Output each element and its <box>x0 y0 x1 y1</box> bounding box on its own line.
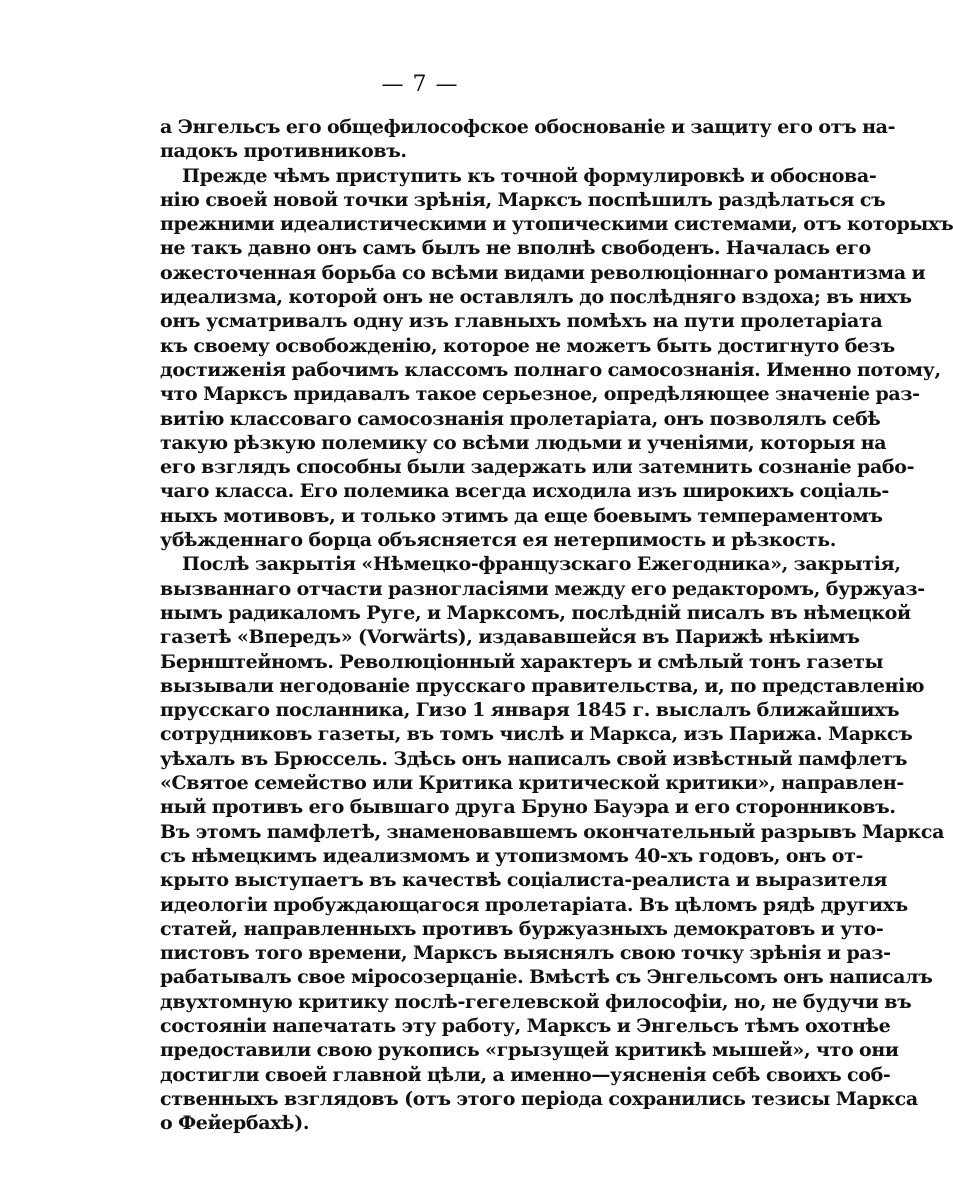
text-line: уѣхалъ въ Брюссель. Здѣсь онъ написалъ свой извѣстный памфлетъ <box>160 747 908 770</box>
text-line: нымъ радикаломъ Руге, и Марксомъ, послѣдній писалъ въ нѣмецкой <box>160 601 911 624</box>
text-line: состояніи напечатать эту работу, Марксъ и Энгельсъ тѣмъ охотнѣе <box>160 1014 891 1037</box>
text-line: Въ этомъ памфлетѣ, знаменовавшемъ окончательный разрывъ Маркса <box>160 820 945 843</box>
text-line: вызваннаго отчасти разногласіями между его редакторомъ, буржуаз- <box>160 577 925 600</box>
text-line: газетѣ «Впередъ» (Vorwärts), издававшейся въ Парижѣ нѣкіимъ <box>160 626 860 649</box>
text-line: предоставили свою рукопись «грызущей критикѣ мышей», что они <box>160 1039 899 1062</box>
text-line: ожесточенная борьба со всѣми видами революціоннаго романтизма и <box>160 261 926 284</box>
paragraph-2 <box>160 164 953 553</box>
text-line: Бернштейномъ. Революціонный характеръ и смѣлый тонъ газеты <box>160 650 884 673</box>
text-line: ныхъ мотивовъ, и только этимъ да еще боевымъ темпераментомъ <box>160 504 883 527</box>
text-line: достиженія рабочимъ классомъ полнаго самосознанія. Именно потому, <box>160 358 941 381</box>
text-line: прежними идеалистическими и утопическими системами, отъ которыхъ <box>160 213 953 236</box>
text-line: чаго класса. Его полемика всегда исходила изъ широкихъ соціаль- <box>160 480 889 503</box>
text-line: не такъ давно онъ самъ былъ не вполнѣ свободенъ. Началась его <box>160 237 871 260</box>
paragraph-1 <box>160 115 896 164</box>
text-line: его взглядъ способны были задержать или затемнить сознаніе рабо- <box>160 456 915 479</box>
text-line: статей, направленныхъ противъ буржуазныхъ демократовъ и уто- <box>160 917 884 940</box>
text-line: пистовъ того времени, Марксъ выяснялъ свою точку зрѣнія и раз- <box>160 942 891 965</box>
text-line: убѣжденнаго борца объясняется ея нетерпимость и рѣзкость. <box>160 529 837 552</box>
text-line: къ своему освобожденію, которое не можетъ быть достигнуто безъ <box>160 334 895 357</box>
text-line: ственныхъ взглядовъ (отъ этого періода сохранились тезисы Маркса <box>160 1087 918 1110</box>
text-line: рабатывалъ свое міросозерцаніе. Вмѣстѣ съ Энгельсомъ онъ написалъ <box>160 966 933 989</box>
text-line: что Марксъ придавалъ такое серьезное, опредѣляющее значеніе раз- <box>160 383 920 406</box>
page-number: — 7 — <box>381 72 459 97</box>
text-line: идеологіи пробуждающагося пролетаріата. Въ цѣломъ рядѣ другихъ <box>160 893 908 916</box>
text-line: крыто выступаетъ въ качествѣ соціалиста-реалиста и выразителя <box>160 869 888 892</box>
text-line: двухтомную критику послѣ-гегелевской философіи, но, не будучи въ <box>160 990 912 1013</box>
paragraph-3 <box>160 552 945 1135</box>
text-line: съ нѣмецкимъ идеализмомъ и утопизмомъ 40-хъ годовъ, онъ от- <box>160 844 864 867</box>
text-line: идеализма, которой онъ не оставлялъ до послѣдняго вздоха; въ нихъ <box>160 286 912 309</box>
text-line: витію классоваго самосознанія пролетаріата, онъ позволялъ себѣ <box>160 407 881 430</box>
text-line: о Фейербахѣ). <box>160 1112 310 1135</box>
text-line: нію своей новой точки зрѣнія, Марксъ поспѣшилъ раздѣлаться съ <box>160 188 886 211</box>
text-line: «Святое семейство или Критика критической критики», направлен- <box>160 772 904 795</box>
text-line: прусскаго посланника, Гизо 1 января 1845 г. выслалъ ближайшихъ <box>160 699 900 722</box>
text-line: Прежде чѣмъ приступить къ точной формулировкѣ и обоснова- <box>182 164 877 187</box>
text-line: онъ усматривалъ одну изъ главныхъ помѣхъ на пути пролетаріата <box>160 310 883 333</box>
text-line: такую рѣзкую полемику со всѣми людьми и ученіями, которыя на <box>160 431 887 454</box>
text-line: вызывали негодованіе прусскаго правительства, и, по представленію <box>160 674 925 697</box>
text-line: а Энгельсъ его общефилософское обоснованіе и защиту его отъ на- <box>160 116 896 138</box>
text-line: достигли своей главной цѣли, а именно—уясненія себѣ своихъ соб- <box>160 1063 891 1086</box>
text-line: Послѣ закрытія «Нѣмецко-французскаго Ежегодника», закрытія, <box>182 553 901 576</box>
text-line: ный противъ его бывшаго друга Бруно Бауэра и его сторонниковъ. <box>160 796 896 819</box>
body-text <box>160 115 953 1135</box>
text-line: падокъ противниковъ. <box>160 140 407 163</box>
text-line: сотрудниковъ газеты, въ томъ числѣ и Маркса, изъ Парижа. Марксъ <box>160 723 913 746</box>
